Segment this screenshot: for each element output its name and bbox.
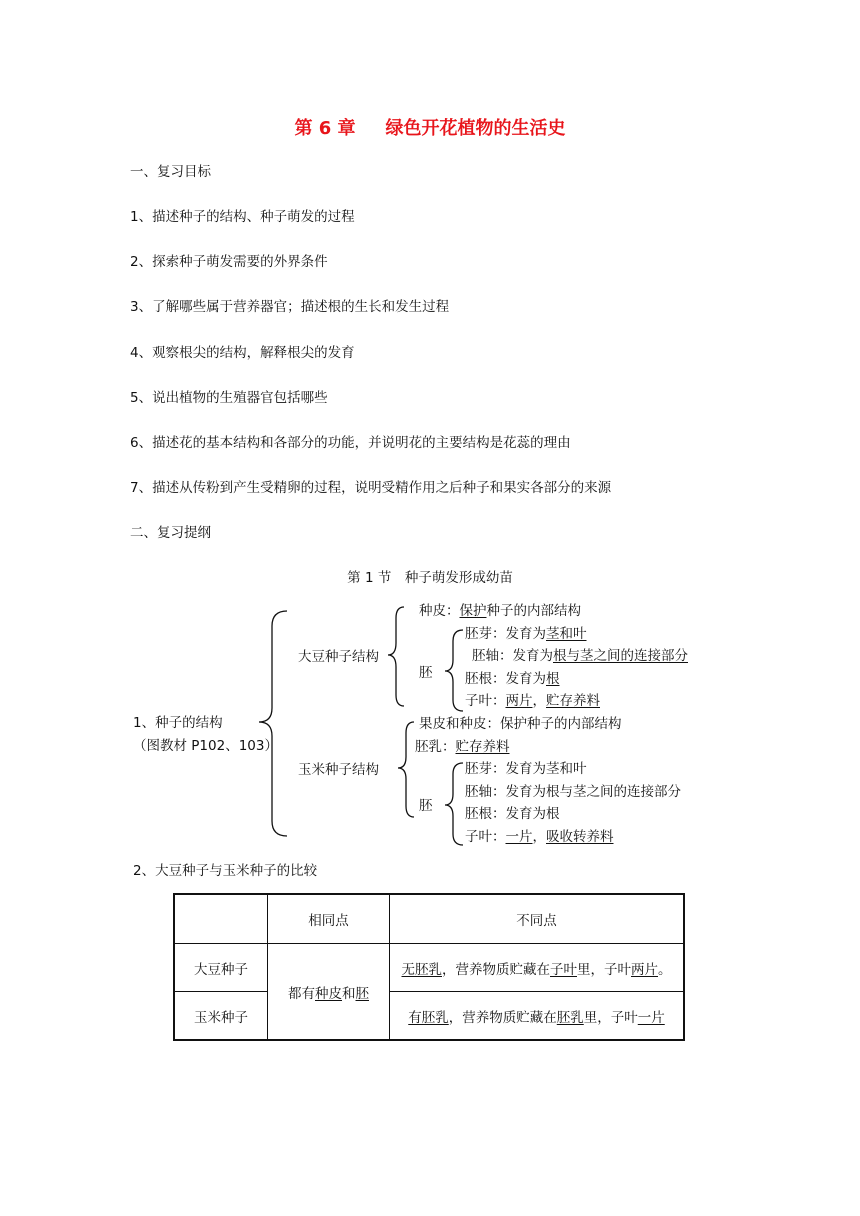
objective-item: 1、描述种子的结构、种子萌发的过程 [130,209,355,225]
soy-diff-text1: ，营养物质贮藏在 [442,961,550,978]
objective-item: 4、观察根尖的结构，解释根尖的发育 [130,345,355,361]
comparison-table [173,893,685,1041]
objective-item: 6、描述花的基本结构和各部分的功能，并说明花的主要结构是花蕊的理由 [130,435,571,451]
table-row [174,992,684,1041]
corn-cotyledon-prefix: 子叶： [465,829,506,845]
objective-item: 2、探索种子萌发需要的外界条件 [130,254,328,270]
soy-brace [388,607,404,706]
soy-diff-text2: 里，子叶 [577,961,631,978]
soy-cotyledon-count-cell: 两片 [631,961,658,978]
corn-storage-organ: 胚乳 [556,1009,584,1026]
corn-cotyledon-sep: ， [532,829,546,845]
soy-cotyledon-count: 两片 [505,693,533,709]
same-mid: 和 [342,985,356,1002]
row-label-soy: 大豆种子 [174,944,268,992]
soy-hypocotyl [472,647,688,665]
corn-cotyledon [465,828,614,846]
table-corner-cell [174,894,268,944]
soy-seed-coat-rest: 种子的内部结构 [486,603,581,619]
objective-item: 3、了解哪些属于营养器官；描述根的生长和发生过程 [130,299,450,315]
corn-hypocotyl: 胚轴：发育为根与茎之间的连接部分 [465,784,681,800]
row-label-corn: 玉米种子 [174,992,268,1041]
corn-diff-cell [390,992,685,1041]
corn-radicle: 胚根：发育为根 [465,806,560,822]
soy-cotyledon-prefix: 子叶： [465,693,506,709]
soy-structure-label: 大豆种子结构 [298,649,379,665]
table-header-row [174,894,684,944]
seed-structure-reference: （图教材 P102、103） [133,738,278,754]
corn-embryo-brace [445,763,463,845]
soy-diff-cell [390,944,685,992]
corn-pericarp: 果皮和种皮：保护种子的内部结构 [419,716,622,732]
soy-plumule-prefix: 胚芽：发育为 [465,626,546,642]
corn-cotyledon-function: 吸收转养料 [546,829,614,845]
soy-radicle [465,670,560,688]
same-points-cell [268,944,390,1041]
soy-diff-text3: 。 [658,961,672,978]
soy-embryo-label: 胚 [419,665,433,681]
corn-diff-text1: ，营养物质贮藏在 [448,1009,557,1026]
corn-endosperm-prefix: 胚乳： [415,739,456,755]
soy-cotyledon-function: 贮存养料 [546,693,600,709]
corn-cotyledon-count: 一片 [505,829,533,845]
same-embryo: 胚 [355,985,369,1002]
corn-embryo-label: 胚 [419,798,433,814]
soy-seed-coat [419,602,581,620]
chapter-name: 绿色开花植物的生活史 [385,118,566,139]
section1-heading: 一、复习目标 [130,164,211,180]
section2-heading: 二、复习提纲 [130,525,211,541]
corn-cotyledon-count-cell: 一片 [637,1009,665,1026]
objective-item: 5、说出植物的生殖器官包括哪些 [130,390,328,406]
corn-diff-text2: 里，子叶 [583,1009,638,1026]
comparison-heading: 2、大豆种子与玉米种子的比较 [133,863,318,879]
soy-cotyledon [465,692,600,710]
corn-has-endosperm: 有胚乳 [408,1009,449,1026]
soy-plumule-fate: 茎和叶 [546,626,587,642]
soy-embryo-brace [445,630,463,711]
soy-radicle-prefix: 胚根：发育为 [465,671,546,687]
seed-structure-label: 1、种子的结构 [133,715,223,731]
soy-cotyledon-sep: ， [532,693,546,709]
soy-seed-coat-prefix: 种皮： [419,603,460,619]
corn-structure-label: 玉米种子结构 [298,762,379,778]
col-header-diff: 不同点 [390,894,685,944]
soy-hypocotyl-prefix: 胚轴：发育为 [472,648,553,664]
main-brace [259,611,287,836]
corn-plumule: 胚芽：发育为茎和叶 [465,761,587,777]
same-prefix: 都有 [288,985,315,1002]
corn-brace [398,722,414,817]
soy-seed-coat-function: 保护 [459,603,487,619]
objective-item: 7、描述从传粉到产生受精卵的过程，说明受精作用之后种子和果实各部分的来源 [130,480,612,496]
same-seed-coat: 种皮 [315,985,342,1002]
corn-endosperm [415,738,510,756]
section2-subheading: 第 1 节 种子萌发形成幼苗 [347,570,513,586]
table-row [174,944,684,992]
soy-plumule [465,625,587,643]
soy-no-endosperm: 无胚乳 [401,961,442,978]
corn-endosperm-function: 贮存养料 [455,739,510,755]
soy-radicle-fate: 根 [546,671,560,687]
soy-storage-organ: 子叶 [550,961,577,978]
soy-hypocotyl-fate: 根与茎之间的连接部分 [553,648,688,664]
chapter-number: 第 6 章 [294,118,356,139]
col-header-same: 相同点 [268,894,390,944]
